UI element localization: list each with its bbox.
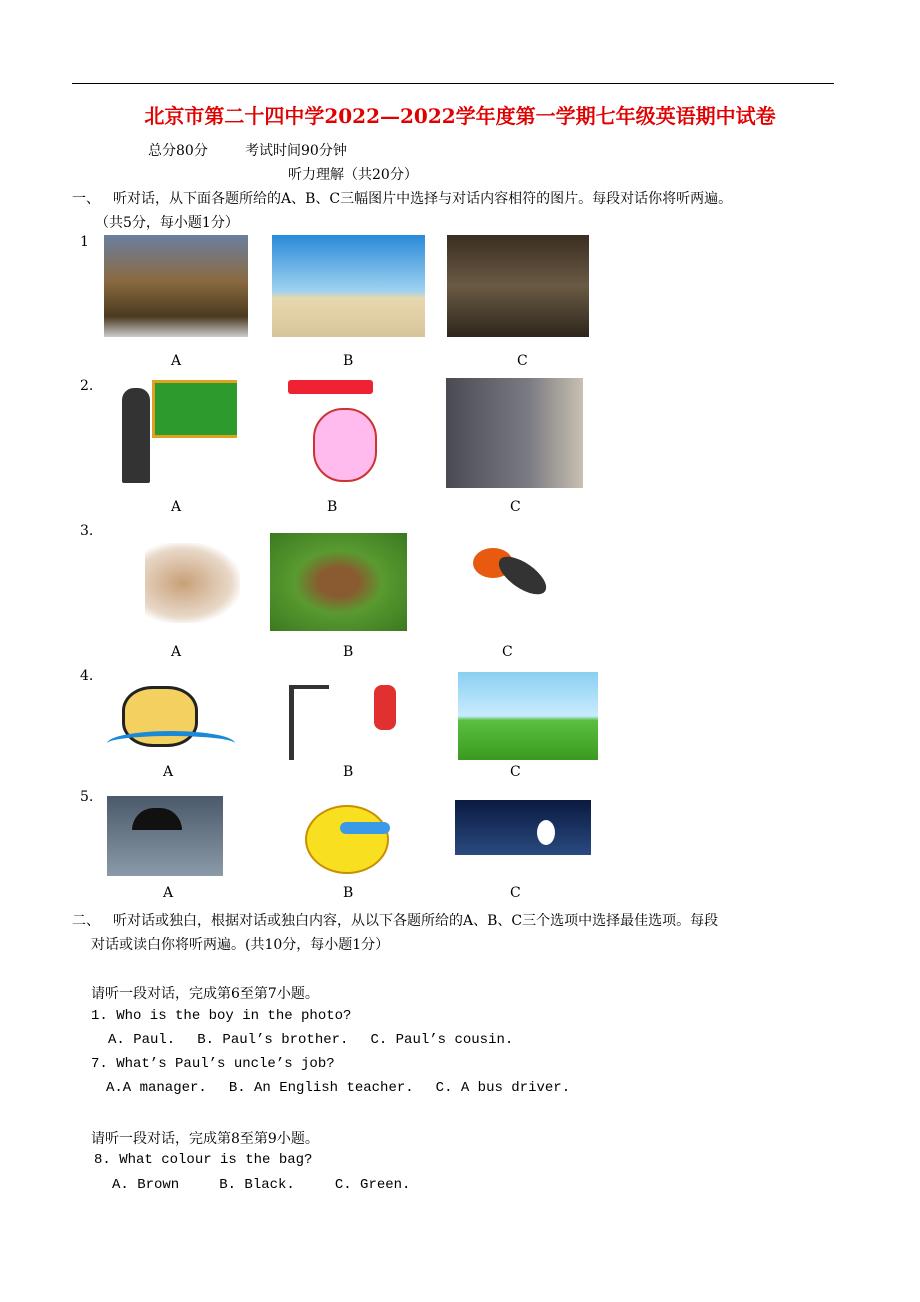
option-label: B [343, 353, 354, 369]
option-a: A.A manager. [106, 1080, 207, 1096]
image-bus-driver [446, 378, 583, 488]
option-c: C. Green. [334, 1177, 411, 1193]
options-row [112, 1177, 410, 1193]
option-label: B [343, 764, 354, 780]
option-label: B [327, 499, 338, 515]
image-sun [280, 800, 410, 875]
header-rule [72, 83, 834, 84]
image-terracotta-warriors [447, 235, 589, 337]
option-label: C [510, 499, 521, 515]
option-a: A. Brown [112, 1177, 180, 1193]
total-score: 总分80分 [148, 143, 208, 159]
option-label: B [343, 644, 354, 660]
question-text: 1. Who is the boy in the photo? [91, 1008, 352, 1024]
option-label: A [163, 764, 174, 780]
option-label: A [163, 885, 174, 901]
exam-time: 考试时间90分钟 [245, 143, 347, 159]
option-c: C. Paul’s cousin. [370, 1032, 514, 1048]
section2-instructions-cont: 对话或读白你将听两遍。(共10分，每小题1分） [91, 937, 390, 953]
option-label: C [517, 353, 528, 369]
options-row [108, 1032, 513, 1048]
section1-note: （共5分，每小题1分） [95, 215, 239, 231]
image-teacher [107, 378, 237, 488]
question-text: 7. What’s Paul’s uncle’s job? [91, 1056, 335, 1072]
option-b: B. Paul’s brother. [197, 1032, 349, 1048]
image-dog [270, 533, 407, 631]
part-heading: 听力理解（共20分） [288, 167, 418, 183]
options-row [106, 1080, 570, 1096]
group-intro: 请听一段对话，完成第6至第7小题。 [91, 986, 319, 1002]
image-cat [145, 543, 240, 623]
image-soccer [458, 672, 598, 760]
option-a: A. Paul. [108, 1032, 176, 1048]
option-label: C [510, 885, 521, 901]
question-number: 1 [80, 234, 89, 250]
option-label: C [502, 644, 513, 660]
option-b: B. Black. [219, 1177, 295, 1193]
image-snow [455, 800, 591, 855]
section1-number: 一、 [72, 191, 100, 207]
image-beach-palm [272, 235, 425, 337]
option-c: C. A bus driver. [435, 1080, 571, 1096]
option-b: B. An English teacher. [228, 1080, 414, 1096]
option-label: C [510, 764, 521, 780]
exam-title: 北京市第二十四中学2022—2022学年度第一学期七年级英语期中试卷 [144, 104, 776, 128]
image-rain [107, 796, 223, 876]
section1-instructions: 听对话，从下面各题所给的A、B、C三幅图片中选择与对话内容相符的图片。每段对话你将听两遍。 [113, 191, 733, 207]
image-bird [465, 543, 565, 628]
image-swimming [107, 676, 235, 761]
option-label: B [343, 885, 354, 901]
section2-number: 二、 [72, 913, 100, 929]
option-label: A [171, 353, 182, 369]
group-intro: 请听一段对话，完成第8至第9小题。 [91, 1131, 319, 1147]
image-basketball [289, 670, 407, 760]
question-text: 8. What colour is the bag? [94, 1152, 313, 1168]
image-great-wall [104, 235, 248, 337]
question-number: 5. [80, 789, 94, 805]
question-number: 4. [80, 668, 94, 684]
question-number: 2. [80, 378, 94, 394]
question-number: 3. [80, 523, 94, 539]
image-nurse-hospital [283, 378, 403, 488]
option-label: A [171, 499, 182, 515]
option-label: A [171, 644, 182, 660]
section2-instructions: 听对话或独白，根据对话或独白内容，从以下各题所给的A、B、C三个选项中选择最佳选项。每段 [113, 913, 719, 929]
